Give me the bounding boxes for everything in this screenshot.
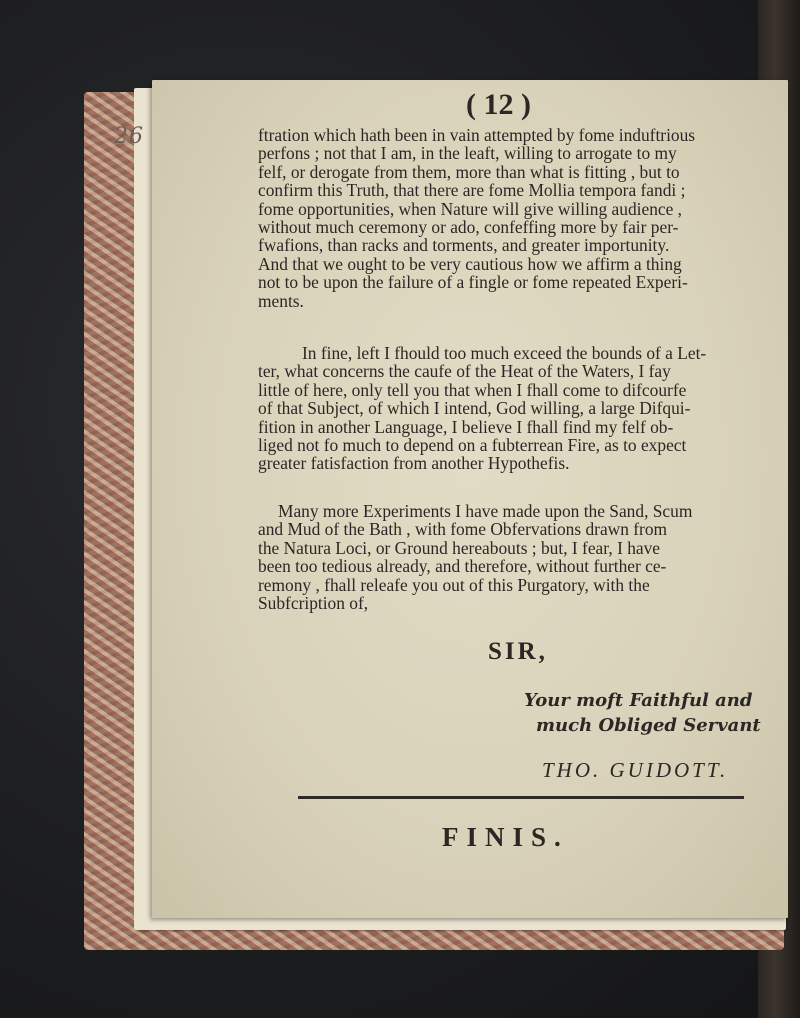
text-line: Subfcription of, — [258, 592, 369, 613]
text-line: fwafions, than racks and torments, and greater importunity. — [258, 235, 670, 256]
page-number: ( 12 ) — [466, 88, 531, 121]
horizontal-rule — [298, 796, 744, 799]
text-line: confirm this Truth, that there are fome Mollia tempora fandi ; — [258, 180, 686, 201]
finis-heading: FINIS. — [442, 822, 569, 852]
text-line: ments. — [258, 290, 304, 311]
salutation: SIR, — [488, 638, 548, 665]
text-line: fome opportunities, when Nature will give willing audience , — [258, 198, 683, 219]
text-line: the Natura Loci, or Ground hereabouts ; but, I fear, I have — [258, 537, 661, 558]
paragraph-3 — [258, 502, 770, 612]
text-line: and Mud of the Bath , with fome Obfervations drawn from — [258, 519, 668, 540]
paragraph-2 — [258, 344, 770, 473]
closing-line-2: much Obliged Servant — [536, 715, 761, 736]
text-line: not to be upon the failure of a fingle or fome repeated Experi- — [258, 272, 688, 293]
text-line: liged not fo much to depend on a fubterrean Fire, as to expect — [258, 434, 687, 455]
text-line: of that Subject, of which I intend, God willing, a large Difqui- — [258, 398, 691, 419]
text-line: And that we ought to be very cautious how we affirm a thing — [258, 253, 682, 274]
text-line: greater fatisfaction from another Hypothefis. — [258, 453, 570, 474]
text-line: remony , fhall releafe you out of this Purgatory, with the — [258, 574, 650, 595]
closing-line-1: Your moft Faithful and — [524, 690, 753, 711]
text-line: ftration which hath been in vain attempted by fome induftrious — [258, 125, 696, 145]
text-line: little of here, only tell you that when I fhall come to difcourfe — [258, 379, 687, 400]
text-line: felf, or derogate from them, more than what is fitting , but to — [258, 161, 680, 182]
text-line: ter, what concerns the caufe of the Heat of the Waters, I fay — [258, 361, 671, 382]
text-line: In fine, left I fhould too much exceed the bounds of a Let- — [302, 343, 707, 363]
signature: THO. GUIDOTT. — [542, 758, 729, 782]
text-line: perfons ; not that I am, in the leaft, willing to arrogate to my — [258, 143, 677, 164]
pencil-annotation: 26 — [114, 124, 144, 149]
text-line: Many more Experiments I have made upon the Sand, Scum — [278, 501, 693, 521]
text-line: been too tedious already, and therefore, without further ce- — [258, 556, 667, 577]
text-line: without much ceremony or ado, confeffing more by fair per- — [258, 216, 679, 237]
paragraph-1 — [258, 126, 770, 310]
text-line: fition in another Language, I believe I fhall find my felf ob- — [258, 416, 674, 437]
